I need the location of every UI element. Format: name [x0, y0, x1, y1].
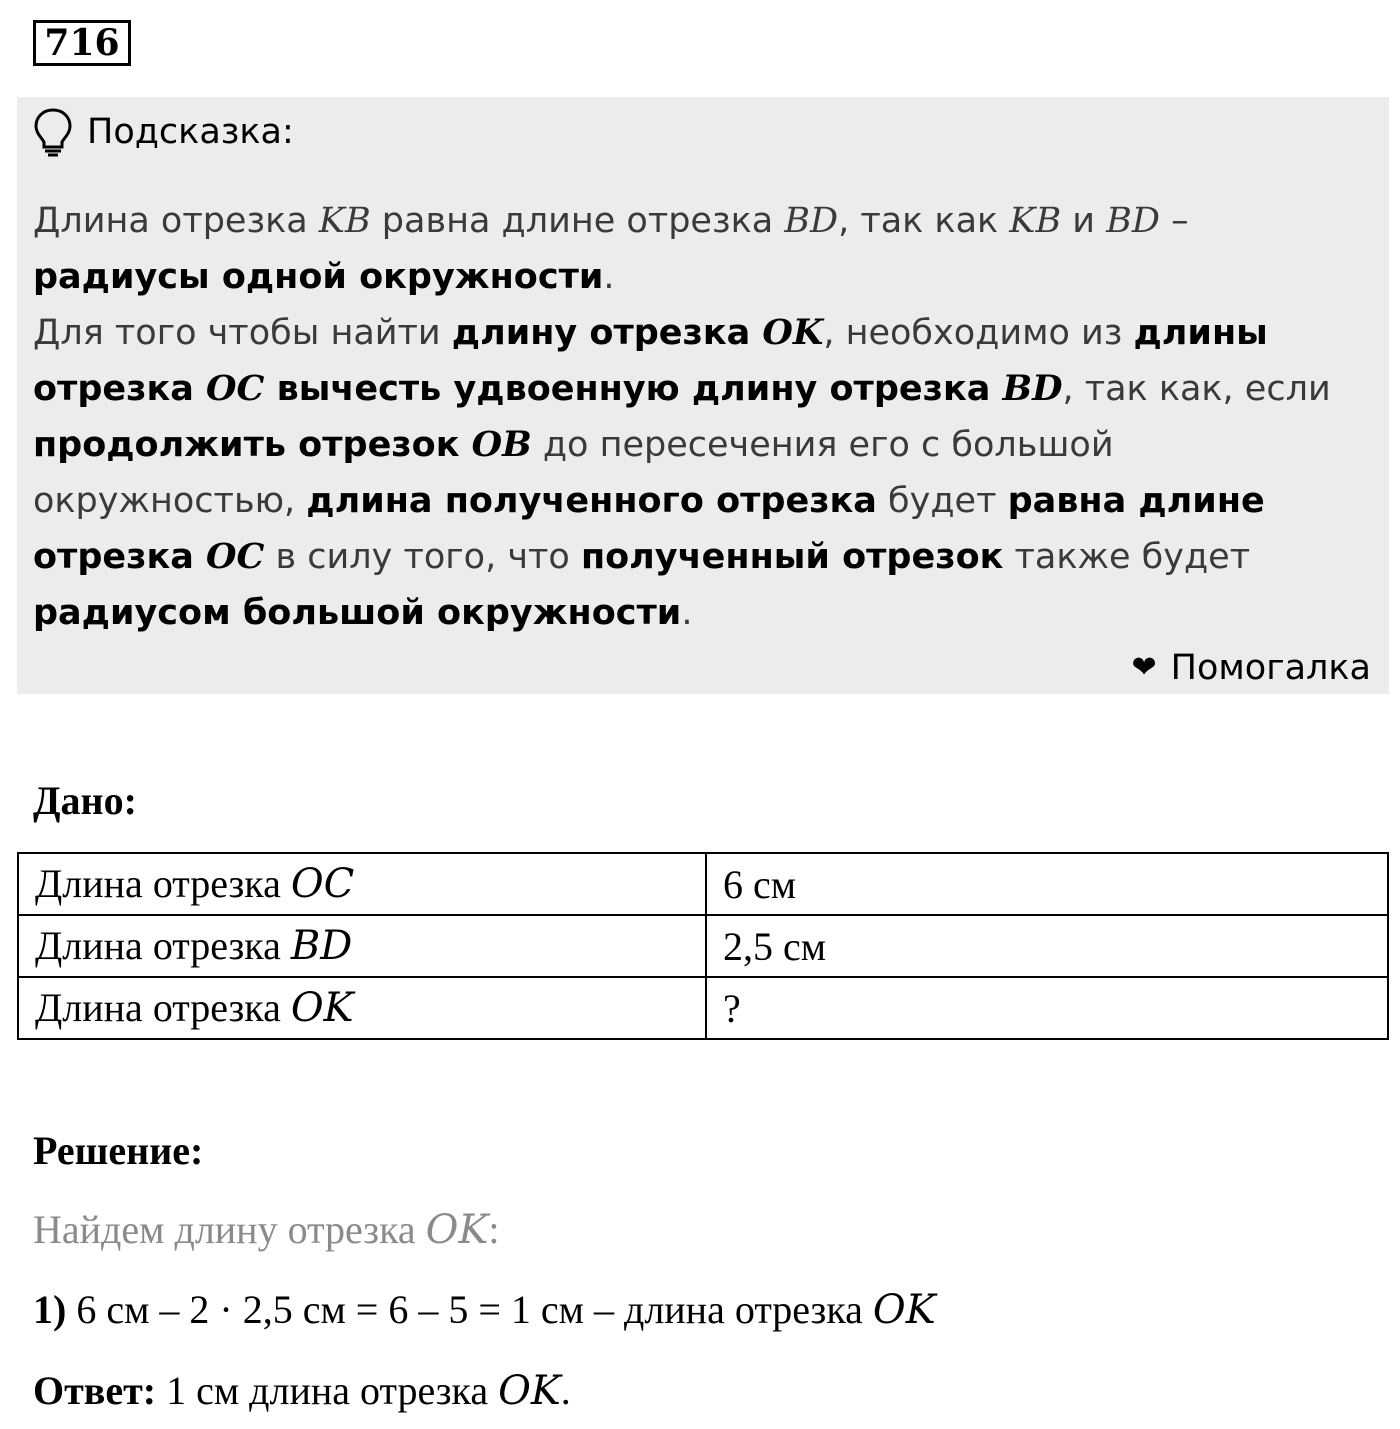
- given-table: [17, 852, 1389, 1040]
- hint-paragraph-1: Длина отрезка KB равна длине отрезка BD, так как KB и BD – радиусы одной окружности.: [33, 201, 1189, 297]
- solution-title: Решение:: [33, 1128, 204, 1173]
- table-row: [18, 853, 1388, 915]
- hint-text: [33, 193, 1373, 641]
- table-row: [18, 977, 1388, 1039]
- given-value-cell: ?: [706, 977, 1388, 1039]
- hint-box: [17, 97, 1389, 694]
- heart-icon: ❤: [1131, 650, 1157, 685]
- hint-header: [33, 107, 294, 157]
- hint-title: Подсказка:: [87, 112, 294, 152]
- brand-name: Помогалка: [1170, 648, 1371, 688]
- task-number: 716: [33, 20, 131, 66]
- solution-intro: Найдем длину отрезка OK:: [33, 1207, 500, 1253]
- given-label-cell: Длина отрезка OC: [18, 853, 706, 915]
- brand-label: [1132, 643, 1372, 693]
- given-value-cell: 2,5 см: [706, 915, 1388, 977]
- given-label-cell: Длина отрезка BD: [18, 915, 706, 977]
- hint-paragraph-2: Для того чтобы найти длину отрезка OK, необходимо из длины отрезка OC вычесть удвоенную длину отрезка BD, так как, если продолжить отрезок OB до пересечения его с большой окружностью, длина полученного отрезка будет равна длине отрезка OC в силу того, что полученный отрезок также будет радиусом большой окружности.: [33, 312, 1331, 633]
- answer-line: Ответ: 1 см длина отрезка OK.: [33, 1368, 571, 1414]
- given-value-cell: 6 см: [706, 853, 1388, 915]
- solution-step-1: 1) 6 см – 2 · 2,5 см = 6 – 5 = 1 см – длина отрезка OK: [33, 1287, 936, 1333]
- lightbulb-icon: [33, 107, 73, 157]
- given-title: Дано:: [33, 778, 137, 823]
- given-label-cell: Длина отрезка OK: [18, 977, 706, 1039]
- table-row: [18, 915, 1388, 977]
